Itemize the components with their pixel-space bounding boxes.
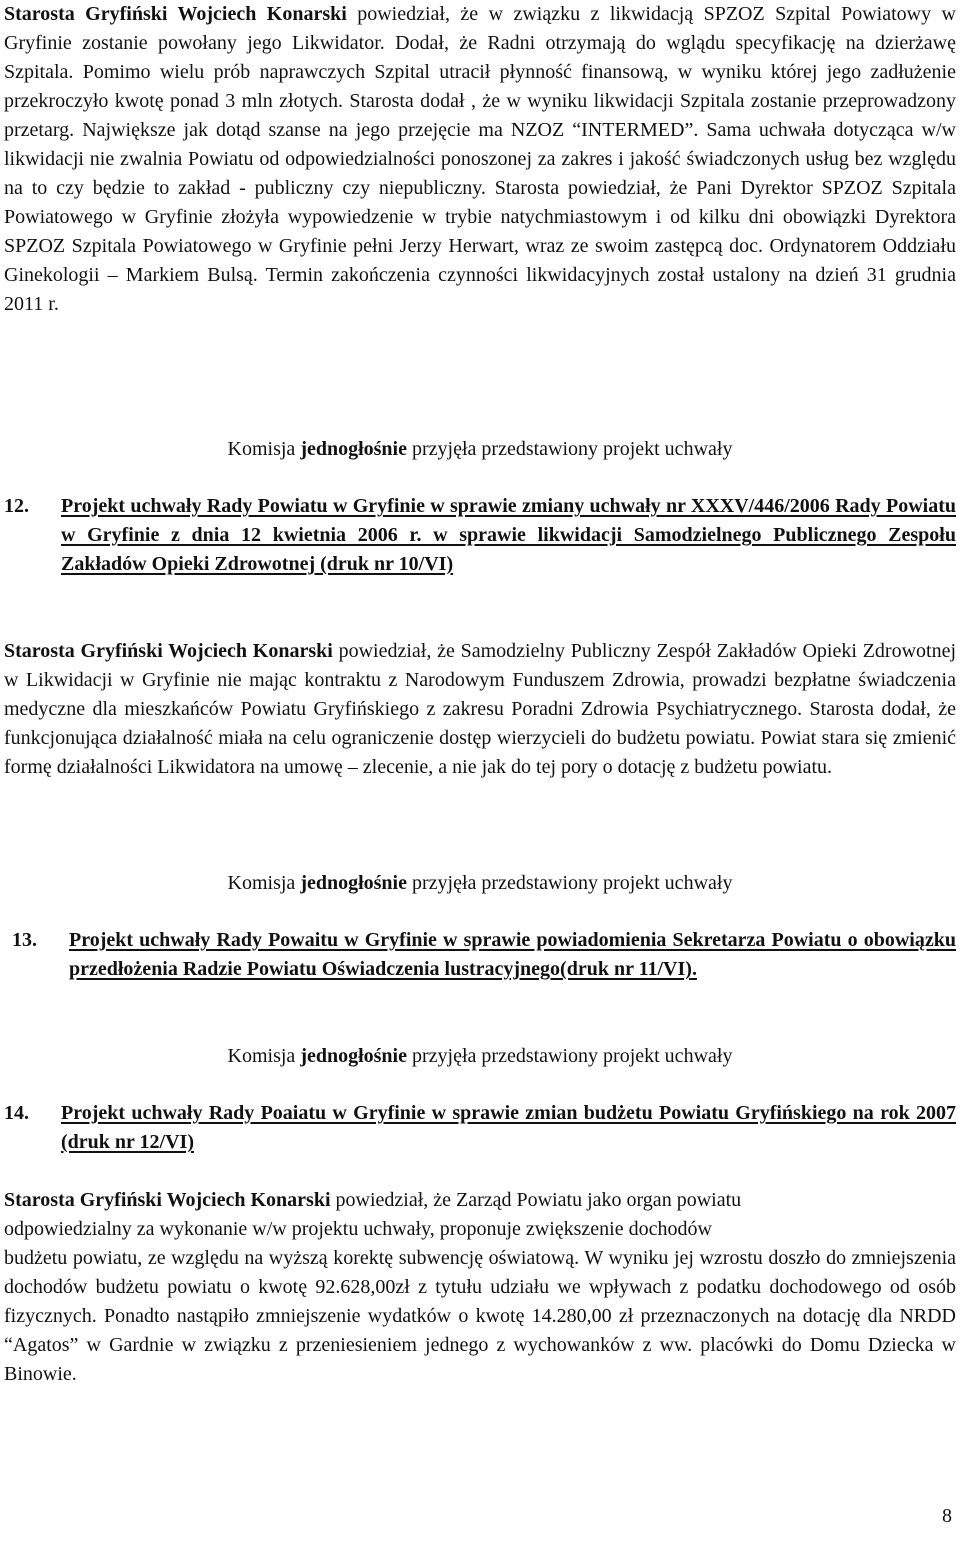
vote-text-before: Komisja bbox=[227, 872, 301, 894]
vote-unanimous: jednogłośnie bbox=[300, 438, 407, 460]
agenda-item-12 bbox=[4, 492, 956, 579]
vote-unanimous: jednogłośnie bbox=[300, 1045, 407, 1067]
paragraph-text-line2: odpowiedzialny za wykonanie w/w projektu uchwały, proponuje zwiększenie dochodów bbox=[4, 1218, 712, 1240]
paragraph-text: powiedział, że w związku z likwidacją SPZOZ Szpital Powiatowy w Gryfinie zostanie powołany jego Likwidator. Dodał, że Radni otrzymają do wglądu specyfikację na dzierżawę Szpitala. Pomimo wielu prób naprawczych Szpital utracił płynność finansową, w wyniku której jego zadłużenie przekroczyło kwotę ponad 3 mln złotych. Starosta dodał , że w wyniku likwidacji Szpitala zostanie przeprowadzony przetarg. Największe jak dotąd szanse na jego przejęcie ma NZOZ “INTERMED”. Sama uchwała dotycząca w/w likwidacji nie zwalnia Powiatu od odpowiedzialności ponoszonej za zakres i jakość świadczonych usług bez względu na to czy będzie to zakład - publiczny czy niepubliczny. Starosta powiedział, że Pani Dyrektor SPZOZ Szpitala Powiatowego w Gryfinie złożyła wypowiedzenie w trybie natychmiastowym i od kilku dni obowiązki Dyrektora SPZOZ Szpitala Powiatowego w Gryfinie pełni Jerzy Herwart, wraz ze swoim zastępcą doc. Ordynatorem Oddziału Ginekologii – Markiem Bulsą. Termin zakończenia czynności likwidacyjnych został ustalony na dzień 31 grudnia 2011 r. bbox=[4, 3, 956, 315]
page-number: 8 bbox=[942, 1505, 952, 1527]
vote-result bbox=[0, 1042, 960, 1071]
paragraph-starosta-hospital-liquidation bbox=[4, 0, 956, 319]
vote-unanimous: jednogłośnie bbox=[300, 872, 407, 894]
agenda-item-number: 13. bbox=[12, 929, 37, 951]
vote-text-after: przyjęła przedstawiony projekt uchwały bbox=[407, 872, 733, 894]
vote-result bbox=[0, 435, 960, 464]
paragraph-starosta-budget bbox=[4, 1186, 956, 1389]
agenda-item-title: Projekt uchwały Rady Poaiatu w Gryfinie w sprawie zmian budżetu Powiatu Gryfińskiego na rok 2007 (druk nr 12/VI) bbox=[61, 1102, 956, 1153]
vote-text-before: Komisja bbox=[227, 1045, 301, 1067]
agenda-item-title: Projekt uchwały Rady Powaitu w Gryfinie w sprawie powiadomienia Sekretarza Powiatu o obowiązku przedłożenia Radzie Powiatu Oświadczenia lustracyjnego(druk nr 11/VI). bbox=[69, 929, 956, 980]
agenda-item-number: 14. bbox=[4, 1102, 29, 1124]
speaker-name: Starosta Gryfiński Wojciech Konarski bbox=[4, 3, 347, 25]
paragraph-text-rest: budżetu powiatu, ze względu na wyższą korektę subwencję oświatową. W wyniku jej wzrostu doszło do zmniejszenia dochodów budżetu powiatu o kwotę 92.628,00zł z tytułu udziału we wpływach z podatku dochodowego od osób fizycznych. Ponadto nastąpiło zmniejszenie wydatków o kwotę 14.280,00 zł przeznaczonych na dotację dla NRDD “Agatos” w Gardnie w związku z przeniesieniem jednego z wychowanków z ww. placówki do Domu Dziecka w Binowie. bbox=[4, 1247, 956, 1385]
paragraph-text: powiedział, że Samodzielny Publiczny Zespół Zakładów Opieki Zdrowotnej w Likwidacji w Gryfinie nie mając kontraktu z Narodowym Funduszem Zdrowia, prowadzi bezpłatne świadczenia medyczne dla mieszkańców Powiatu Gryfińskiego z zakresu Poradni Zdrowia Psychiatrycznego. Starosta dodał, że funkcjonująca działalność miała na celu ograniczenie dostęp wierzycieli do budżetu powiatu. Powiat stara się zmienić formę działalności Likwidatora na umowę – zlecenie, a nie jak do tej pory o dotację z budżetu powiatu. bbox=[4, 640, 956, 778]
paragraph-starosta-spzoz bbox=[4, 637, 956, 782]
agenda-item-13 bbox=[4, 926, 956, 984]
paragraph-text-line1: powiedział, że Zarząd Powiatu jako organ powiatu bbox=[330, 1189, 742, 1211]
agenda-item-title: Projekt uchwały Rady Powiatu w Gryfinie w sprawie zmiany uchwały nr XXXV/446/2006 Rady Powiatu w Gryfinie z dnia 12 kwietnia 2006 r. w sprawie likwidacji Samodzielnego Publicznego Zespołu Zakładów Opieki Zdrowotnej (druk nr 10/VI) bbox=[61, 495, 956, 575]
speaker-name: Starosta Gryfiński Wojciech Konarski bbox=[4, 1189, 331, 1211]
vote-text-after: przyjęła przedstawiony projekt uchwały bbox=[407, 438, 733, 460]
agenda-item-14 bbox=[4, 1099, 956, 1157]
vote-result bbox=[0, 869, 960, 898]
speaker-name: Starosta Gryfiński Wojciech Konarski bbox=[4, 640, 333, 662]
vote-text-after: przyjęła przedstawiony projekt uchwały bbox=[407, 1045, 733, 1067]
agenda-item-number: 12. bbox=[4, 495, 29, 517]
vote-text-before: Komisja bbox=[227, 438, 301, 460]
